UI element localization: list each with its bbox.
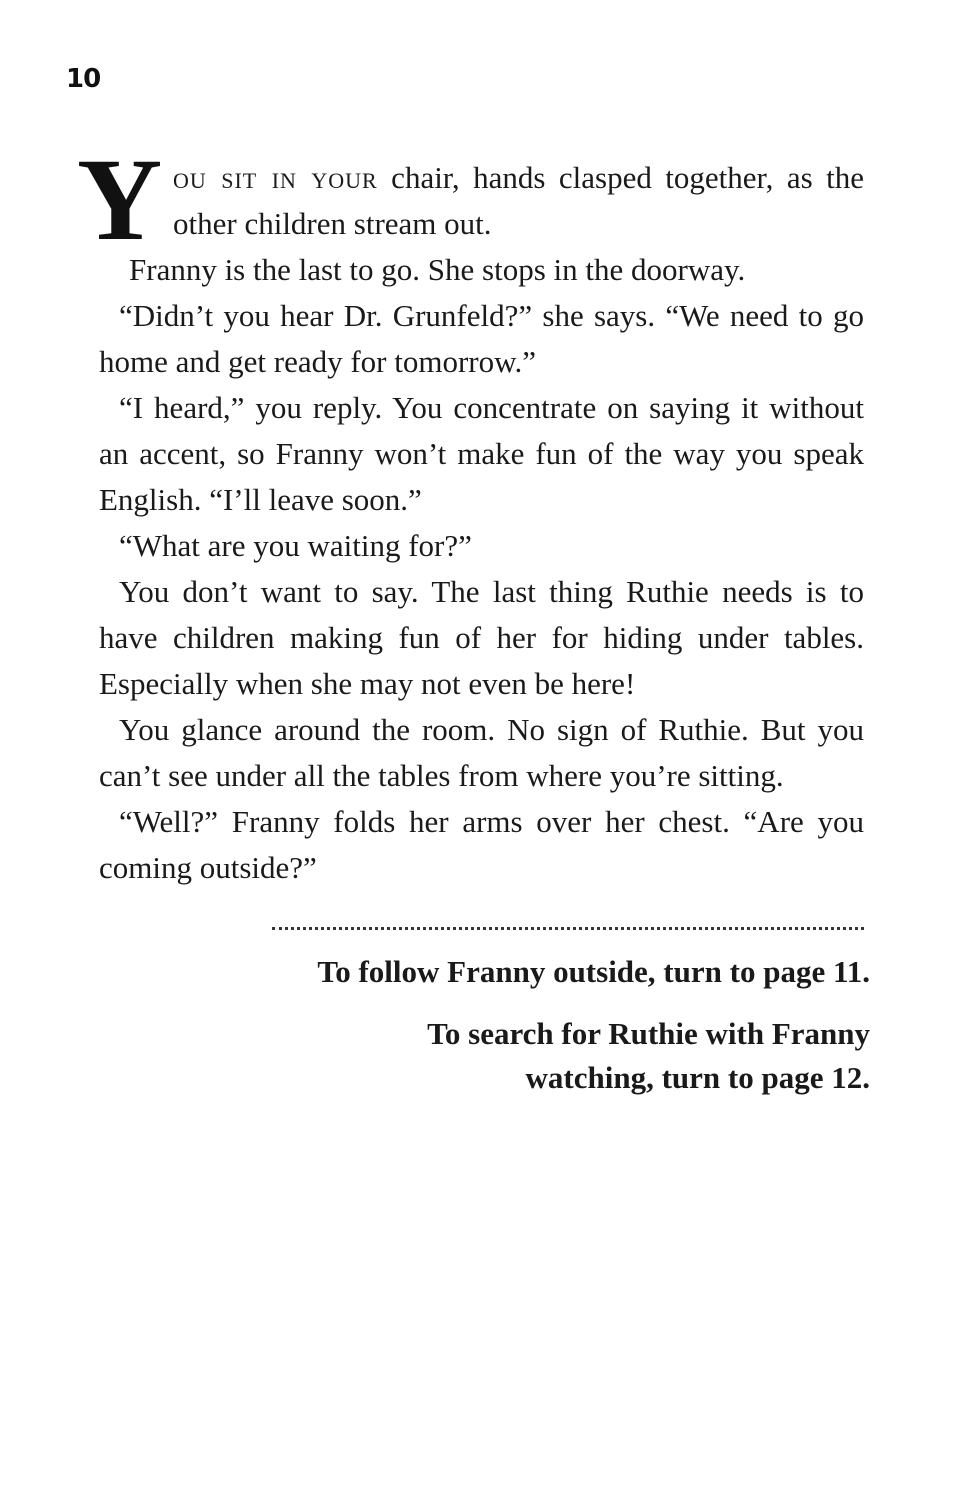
dotted-divider [272, 927, 864, 930]
choices [250, 950, 870, 1100]
choice-follow-franny: To follow Franny outside, turn to page 11. [317, 954, 870, 989]
story-paragraph: “I heard,” you reply. You concentrate on saying it without an accent, so Franny won’t make fun of the way you speak English. “I’ll leave soon.” [99, 390, 864, 517]
choice-search-ruthie-line-1: To search for Ruthie with Franny [427, 1016, 870, 1051]
story-paragraph: “What are you waiting for?” [119, 528, 472, 563]
drop-cap: Y [77, 134, 163, 265]
opening-paragraph [77, 134, 865, 265]
story-paragraph: You don’t want to say. The last thing Ruthie needs is to have children making fun of her for hiding under tables. Especially when she may not even be here! [99, 574, 864, 701]
story-paragraph: You glance around the room. No sign of Ruthie. But you can’t see under all the tables from where you’re sitting. [99, 712, 864, 793]
page-number: 10 [66, 64, 101, 94]
story-paragraph: “Didn’t you hear Dr. Grunfeld?” she says. “We need to go home and get ready for tomorrow.” [99, 298, 864, 379]
story-text [77, 134, 865, 891]
choice-search-ruthie-line-2: watching, turn to page 12. [525, 1060, 870, 1095]
opening-smallcaps: ou sit in your [173, 160, 378, 195]
choice-search-ruthie [250, 1012, 870, 1100]
opening-text: chair, hands clasped together, as the other children stream out. [173, 160, 865, 241]
story-paragraph: “Well?” Franny folds her arms over her chest. “Are you coming outside?” [99, 804, 864, 885]
story-paragraph: Franny is the last to go. She stops in the doorway. [129, 252, 746, 287]
